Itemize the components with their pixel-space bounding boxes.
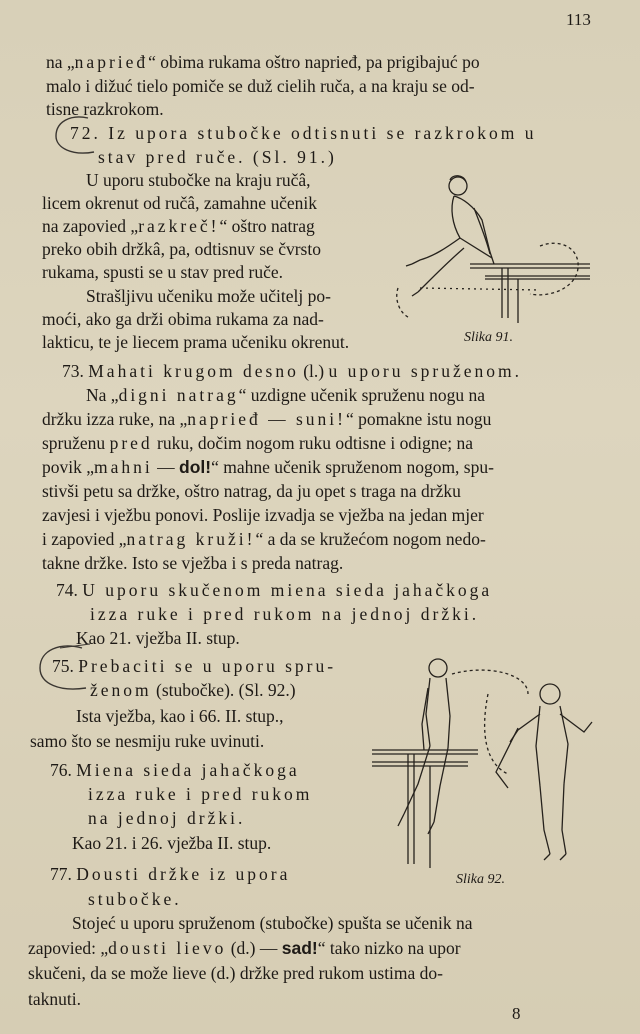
spaced-text: mahni	[94, 457, 153, 477]
spaced-text: na jednoj držki.	[88, 808, 246, 828]
text-run: “ pomakne istu nogu	[346, 409, 492, 429]
text-run: Ista vježba, kao i 66. II. stup.,	[76, 706, 284, 726]
figure-92-caption: Slika 92.	[456, 872, 505, 887]
spaced-text: naprieđ	[74, 52, 149, 72]
bold-text: sad!	[281, 938, 318, 958]
page-number: 113	[566, 10, 591, 29]
text-run: na „	[46, 52, 75, 72]
pencil-circle-75-icon	[30, 640, 94, 698]
spaced-text: razkreč!	[138, 216, 220, 236]
text-run: samo što se nesmiju ruke uvinuti.	[30, 731, 265, 751]
text-run: “ a da se kružećom nogom nedo-	[255, 529, 486, 549]
text-run: “ uzdigne učenik spruženu nogu na	[238, 385, 486, 405]
text-run: (stubočke). (Sl. 92.)	[151, 680, 296, 700]
figure-92-illustration	[368, 654, 608, 874]
text-run: na zapovied „	[42, 216, 139, 236]
text-line	[42, 481, 461, 501]
text-line	[76, 628, 240, 648]
text-run: Strašljivu učeniku može učitelj po-	[86, 286, 331, 306]
text-line	[88, 889, 182, 909]
text-line	[50, 760, 300, 780]
spaced-text: pred	[109, 433, 153, 453]
text-run: licem okrenut od ručâ, zamahne učenik	[42, 193, 318, 213]
text-line	[42, 216, 315, 236]
text-line	[62, 361, 522, 381]
text-line	[42, 193, 317, 213]
text-run: Kao 21. i 26. vježba II. stup.	[72, 833, 272, 853]
spaced-text: natrag kruži!	[126, 529, 256, 549]
text-run: zapovied: „	[28, 938, 109, 958]
signature-mark: 8	[512, 1004, 521, 1023]
text-run: skučeni, da se može lieve (d.) držke pred rukom ustima do-	[28, 963, 444, 983]
text-line	[28, 989, 81, 1009]
text-line	[72, 913, 472, 933]
text-line	[46, 52, 480, 72]
text-line	[86, 286, 331, 306]
text-run: 75.	[52, 656, 79, 676]
text-line	[86, 170, 311, 190]
text-line	[42, 409, 491, 429]
text-run: “ tako nizko na upor	[317, 938, 461, 958]
text-run: (d.) —	[226, 938, 282, 958]
text-run: (l.)	[298, 361, 329, 381]
text-line	[42, 332, 349, 352]
text-run: 76.	[50, 760, 77, 780]
figure-91-illustration	[390, 168, 595, 328]
text-line	[76, 706, 284, 726]
text-run: “ mahne učenik spruženom nogom, spu-	[211, 457, 494, 477]
text-line	[86, 385, 485, 405]
spaced-text: Prebaciti se u uporu spru-	[78, 656, 337, 676]
text-run: U uporu stubočke na kraju ručâ,	[86, 170, 311, 190]
text-line	[42, 457, 494, 477]
text-line	[56, 580, 492, 600]
text-line	[42, 505, 484, 525]
text-run: “ oštro natrag	[219, 216, 315, 236]
text-run: rukama, spusti se u stav pred ruče.	[42, 262, 284, 282]
text-line	[90, 604, 479, 624]
text-run: Kao 21. vježba II. stup.	[76, 628, 240, 648]
text-line	[42, 239, 321, 259]
text-line	[46, 76, 475, 96]
spaced-text: izza ruke i pred rukom	[88, 784, 313, 804]
text-run: 77.	[50, 864, 77, 884]
spaced-text: U uporu skučenom miena sieda jahačkoga	[82, 580, 493, 600]
spaced-text: u uporu spruženom.	[328, 361, 522, 381]
text-run: lakticu, te je liecem prama učeniku okrenut.	[42, 332, 350, 352]
text-run: povik „	[42, 457, 95, 477]
text-run: ruku, dočim nogom ruku odtisne i odigne; na	[152, 433, 473, 453]
text-line	[42, 309, 324, 329]
text-run: tisne razkrokom.	[46, 99, 164, 119]
text-line	[42, 529, 486, 549]
spaced-text: Mahati krugom desno	[88, 361, 299, 381]
text-run: Stojeć u uporu spruženom (stubočke) spušta se učenik na	[72, 913, 473, 933]
text-run: stivši petu sa držke, oštro natrag, da ju opet s traga na držku	[42, 481, 461, 501]
text-run: taknuti.	[28, 989, 81, 1009]
spaced-text: digni natrag	[118, 385, 239, 405]
spaced-text: naprieđ — suni!	[187, 409, 346, 429]
text-line	[28, 963, 443, 983]
text-line	[90, 680, 296, 700]
spaced-text: dousti lievo	[108, 938, 227, 958]
text-run: i zapovied „	[42, 529, 127, 549]
text-run: preko obih držkâ, pa, odtisnuv se čvrsto	[42, 239, 321, 259]
text-line	[50, 864, 290, 884]
text-run: spruženu	[42, 433, 110, 453]
text-line	[30, 731, 264, 751]
spaced-text: stav pred ruče. (Sl. 91.)	[98, 147, 337, 167]
figure-91-caption: Slika 91.	[464, 330, 513, 345]
text-line	[42, 433, 473, 453]
text-run: —	[152, 457, 180, 477]
text-line	[52, 656, 336, 676]
text-line	[42, 553, 343, 573]
text-run: 74.	[56, 580, 83, 600]
text-run: moći, ako ga drži obima rukama za nad-	[42, 309, 324, 329]
text-line	[88, 784, 312, 804]
text-run: “ obima rukama oštro naprieđ, pa prigibajuć po	[148, 52, 480, 72]
spaced-text: ženom	[90, 680, 152, 700]
text-run: Na „	[86, 385, 119, 405]
text-run: držku izza ruke, na „	[42, 409, 188, 429]
spaced-text: Miena sieda jahačkoga	[76, 760, 300, 780]
text-run: malo i dižuć tielo pomiče se duž cielih ruča, a na kraju se od-	[46, 76, 475, 96]
text-line	[88, 808, 245, 828]
text-line	[70, 123, 537, 143]
spaced-text: Dousti držke iz upora	[76, 864, 291, 884]
spaced-text: stubočke.	[88, 889, 182, 909]
bold-text: dol!	[179, 457, 212, 477]
text-run: takne držke. Isto se vježba i s preda natrag.	[42, 553, 344, 573]
spaced-text: izza ruke i pred rukom na jednoj držki.	[90, 604, 480, 624]
pencil-circle-72-icon	[48, 112, 100, 160]
text-line	[28, 938, 461, 958]
spaced-text: 72. Iz upora stubočke odtisnuti se razkrokom u	[70, 123, 537, 143]
text-run: zavjesi i vježbu ponovi. Poslije izvadja se vježba na jedan mjer	[42, 505, 484, 525]
text-line	[98, 147, 337, 167]
text-line	[72, 833, 271, 853]
text-run: 73.	[62, 361, 89, 381]
text-line	[42, 262, 283, 282]
